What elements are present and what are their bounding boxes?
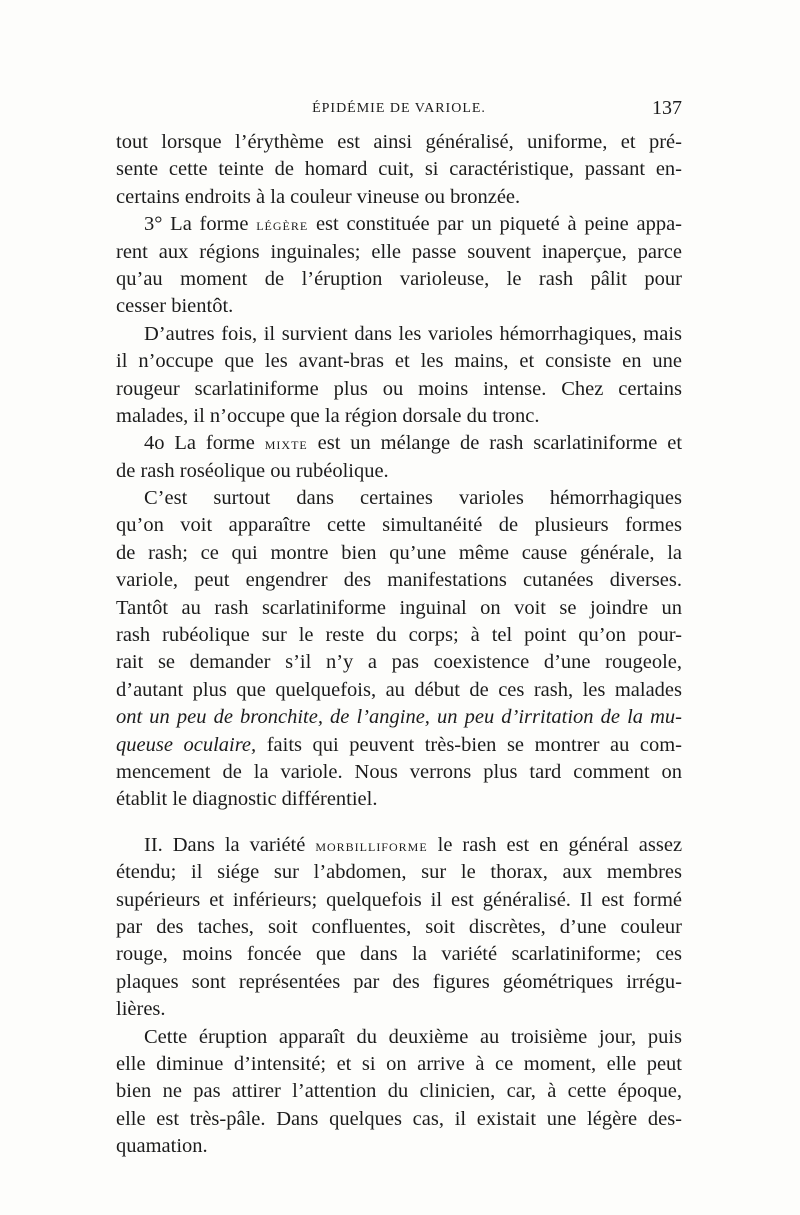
text-line: malades, il n’occupe que la région dorsale du tronc. [116,404,540,427]
text-line: rouge, moins foncée que dans la variété scarlatiniforme; ces [116,943,682,966]
page-number: 137 [652,97,682,119]
section-gap [116,814,682,832]
text-line: elle est très-pâle. Dans quelques cas, il existait une légère des- [116,1107,682,1130]
text-line: C’est surtout dans certaines varioles hémorrhagiques [144,487,682,510]
text-line [116,832,682,859]
text-line: sente cette teinte de homard cuit, si caractéristique, passant en- [116,158,682,181]
text-span: le rash est en général assez [437,833,683,856]
running-head [116,97,682,121]
text-line: établit le diagnostic différentiel. [116,788,378,811]
text-line: D’autres fois, il survient dans les varioles hémorrhagiques, mais [144,322,682,345]
text-line: bien ne pas attirer l’attention du clinicien, car, à cette époque, [116,1080,682,1103]
text-span: 3° La forme [144,213,249,236]
text-line: Cette éruption apparaît du deuxième au troisième jour, puis [144,1025,682,1048]
text-line: rent aux régions inguinales; elle passe souvent inaperçue, parce [116,240,682,263]
text-line: il n’occupe que les avant-bras et les mains, et consiste en une [116,350,682,373]
text-span: II. Dans la variété [144,833,306,856]
text-span: 4o La forme [144,432,255,455]
text-line: cesser bientôt. [116,295,234,318]
text-line: par des taches, soit confluentes, soit discrètes, d’une couleur [116,915,682,938]
text-line: supérieurs et inférieurs; quelquefois il est généralisé. Il est formé [116,888,682,911]
body-text [116,129,682,1160]
text-line: certains endroits à la couleur vineuse ou bronzée. [116,185,521,208]
text-line: tout lorsque l’érythème est ainsi généralisé, uniforme, et pré- [116,131,682,153]
text-line: plaques sont représentées par des figures géométriques irrégu- [116,970,682,993]
text-line [116,732,682,759]
text-line: Tantôt au rash scarlatiniforme inguinal on voit se joindre un [116,596,682,619]
italic-span: queuse oculaire, [116,733,257,756]
small-caps-term: mixte [264,434,308,454]
text-line: de rash roséolique ou rubéolique. [116,459,389,482]
text-line: lières. [116,998,166,1021]
text-line: rash rubéolique sur le reste du corps; à tel point qu’on pour- [116,624,682,647]
running-title: ÉPIDÉMIE DE VARIOLE. [312,101,486,116]
italic-text-line: ont un peu de bronchite, de l’angine, un peu d’irritation de la mu- [116,706,682,729]
text-line: elle diminue d’intensité; et si on arrive à ce moment, elle peut [116,1052,682,1075]
text-line [116,430,682,457]
small-caps-term: légère [256,215,309,235]
text-line: rait se demander s’il n’y a pas coexistence d’une rougeole, [116,651,682,674]
text-line: qu’on voit apparaître cette simultanéité de plusieurs formes [116,514,682,537]
text-line: quamation. [116,1135,208,1158]
text-line: de rash; ce qui montre bien qu’une même cause générale, la [116,541,682,564]
text-span: est constituée par un piqueté à peine appa- [315,213,682,236]
text-line [116,211,682,238]
text-span: faits qui peuvent très-bien se montrer au com- [256,733,683,756]
text-span: est un mélange de rash scarlatiniforme et [317,432,683,455]
text-line: variole, peut engendrer des manifestations cutanées diverses. [116,569,682,592]
text-line: qu’au moment de l’éruption varioleuse, le rash pâlit pour [116,267,682,290]
text-line: rougeur scarlatiniforme plus ou moins intense. Chez certains [116,377,682,400]
text-line: d’autant plus que quelquefois, au début de ces rash, les malades [116,678,682,701]
text-line: mencement de la variole. Nous verrons plus tard comment on [116,760,682,783]
text-line: étendu; il siége sur l’abdomen, sur le thorax, aux membres [116,861,682,884]
small-caps-term: morbilliforme [315,835,428,855]
